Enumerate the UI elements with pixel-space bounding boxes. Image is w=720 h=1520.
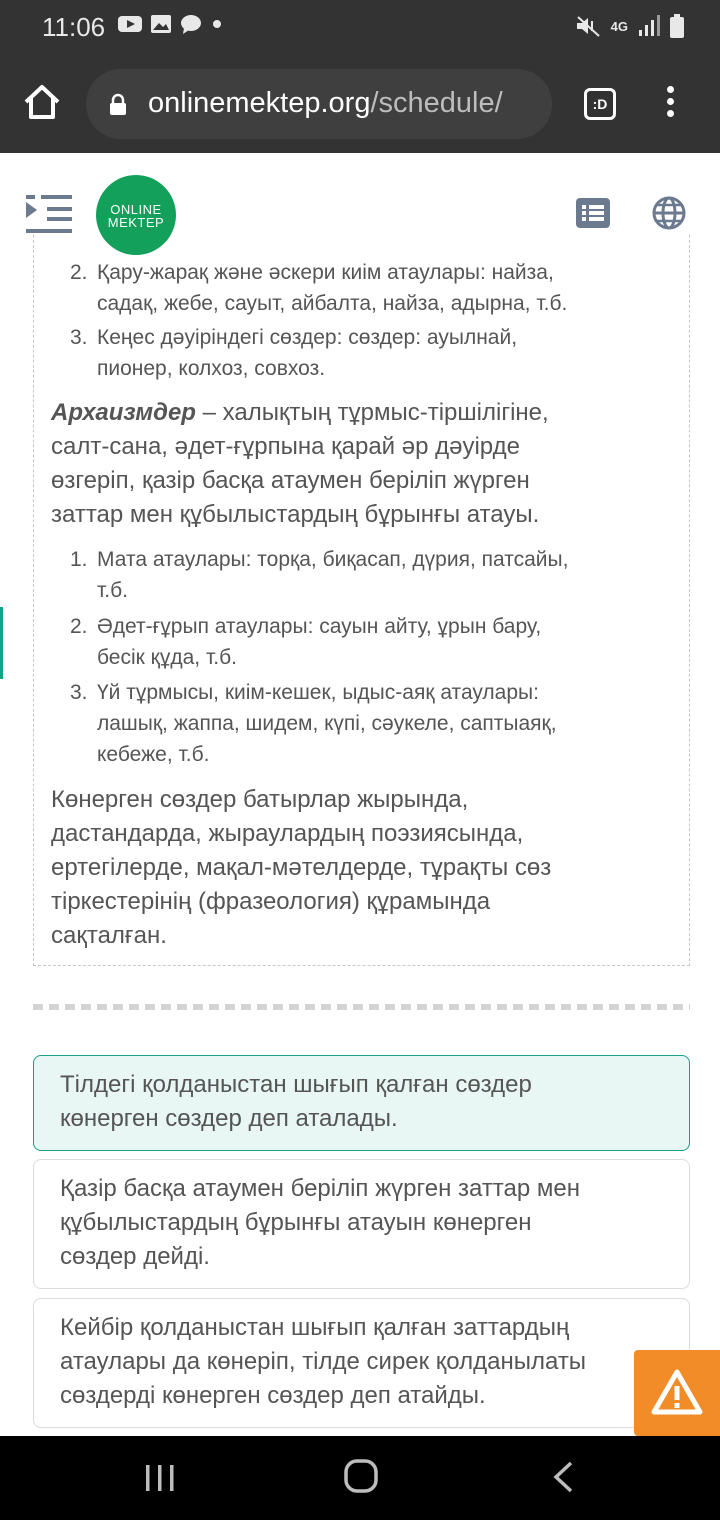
status-time: 11:06 bbox=[42, 12, 106, 42]
archaism-definition-line: заттар мен құбылыстардың бұрынғы атауы. bbox=[51, 501, 540, 528]
signal-icon bbox=[638, 14, 660, 38]
lock-icon bbox=[108, 93, 128, 117]
closing-line: сақталған. bbox=[51, 922, 167, 949]
section-divider bbox=[33, 1004, 690, 1010]
home-icon[interactable] bbox=[22, 82, 62, 122]
image-icon bbox=[150, 14, 172, 34]
url-text bbox=[148, 87, 503, 120]
closing-line: дастандарда, жыраулардың поэзиясында, bbox=[51, 820, 524, 847]
answer-option[interactable]: Қазір басқа атаумен беріліп жүрген заттар мен құбылыстардың бұрынғы атауын көнерген сөздер дейді. bbox=[33, 1159, 690, 1289]
closing-line: тіркестерінің (фразеология) құрамында bbox=[51, 888, 491, 915]
archaism-definition-line: салт-сана, әдет-ғұрпына қарай әр дәуірде bbox=[51, 433, 520, 460]
browser-toolbar bbox=[0, 56, 720, 153]
back-icon[interactable] bbox=[550, 1460, 576, 1494]
url-host: onlinemektep.org bbox=[148, 87, 371, 119]
chat-bubble-icon bbox=[180, 14, 202, 34]
dot-icon bbox=[210, 14, 224, 34]
tab-switcher-button[interactable]: :D bbox=[584, 88, 616, 120]
mute-icon bbox=[575, 14, 601, 38]
list-icon[interactable] bbox=[576, 198, 610, 228]
side-indicator bbox=[0, 607, 3, 679]
system-nav-bar bbox=[0, 1436, 720, 1520]
archaism-definition-line: өзгеріп, қазір басқа атаумен беріліп жүрген bbox=[51, 467, 530, 494]
recent-apps-icon[interactable] bbox=[144, 1462, 176, 1494]
lesson-content[interactable]: 2. Қару-жарақ және әскери киім атаулары: найза, садақ, жебе, сауыт, айбалта, найза, адырна, т.б. 3. Кеңес дәуіріндегі сөздер: сөздер: ауылнай, пионер, колхоз, совхоз. Архаизмдер – халықтың тұрмыс-тіршілігіне, салт-сана, әдет-ғұрпына қарай әр дәуірде өзгеріп, қазір басқа атаумен беріліп жүрген заттар мен құбылыстардың бұрынғы атауы. 1. Мата атаулары: торқа, биқасап, дүрия, патсайы, т.б. 2. Әдет-ғұрып атаулары: сауын айту, ұрын бару, бесік құда, т.б. 3. Үй тұрмысы, киім-кешек, ыдыс-аяқ атаулары: лашық, жаппа, шидем, күпі, сәукеле, саптыаяқ, кебеже, т.б. Көнерген сөздер батырлар жырында, дастандарда, жыраулардың поэзиясында, ертегілерде, мақал-мәтелдерде, тұрақты сөз тіркестерінің (фразеология) құрамында сақталған. Тілдегі қолданыстан шығып қалған сөздер көнерген сөздер деп аталады. Қазір басқа атаумен беріліп жүрген заттар мен құбылыстардың бұрынғы атауын көнерген сөздер дейді. Кейбір қолданыстан шығып қалған заттардың атаулары да көнеріп, тілде сирек қолданылаты сөздерді көнерген сөздер деп атайды. bbox=[0, 275, 720, 1435]
logo-line2: MEKTEP bbox=[107, 215, 165, 230]
report-button[interactable] bbox=[634, 1350, 720, 1436]
home-nav-icon[interactable] bbox=[343, 1458, 379, 1494]
logo-line1: ONLINE bbox=[110, 202, 162, 217]
status-bar bbox=[0, 0, 720, 56]
closing-line: ертегілерде, мақал-мәтелдерде, тұрақты сөз bbox=[51, 854, 552, 881]
archaism-term: Архаизмдер bbox=[51, 399, 196, 426]
answer-option[interactable]: Кейбір қолданыстан шығып қалған заттардың атаулары да көнеріп, тілде сирек қолданылаты сөздерді көнерген сөздер деп атайды. bbox=[33, 1298, 690, 1428]
archaism-definition-line: Архаизмдер – халықтың тұрмыс-тіршілігіне, bbox=[51, 399, 549, 426]
address-bar[interactable] bbox=[86, 69, 552, 139]
youtube-icon bbox=[118, 14, 142, 34]
answer-option[interactable]: Тілдегі қолданыстан шығып қалған сөздер көнерген сөздер деп аталады. bbox=[33, 1055, 690, 1151]
network-type: 4G bbox=[610, 18, 628, 34]
url-path: /schedule/ bbox=[370, 87, 503, 119]
warning-icon bbox=[634, 1350, 720, 1436]
sidebar-toggle-icon[interactable] bbox=[26, 193, 72, 235]
battery-icon bbox=[670, 14, 684, 38]
closing-line: Көнерген сөздер батырлар жырында, bbox=[51, 786, 469, 813]
globe-icon[interactable] bbox=[652, 196, 686, 230]
browser-menu-icon[interactable] bbox=[664, 86, 676, 122]
